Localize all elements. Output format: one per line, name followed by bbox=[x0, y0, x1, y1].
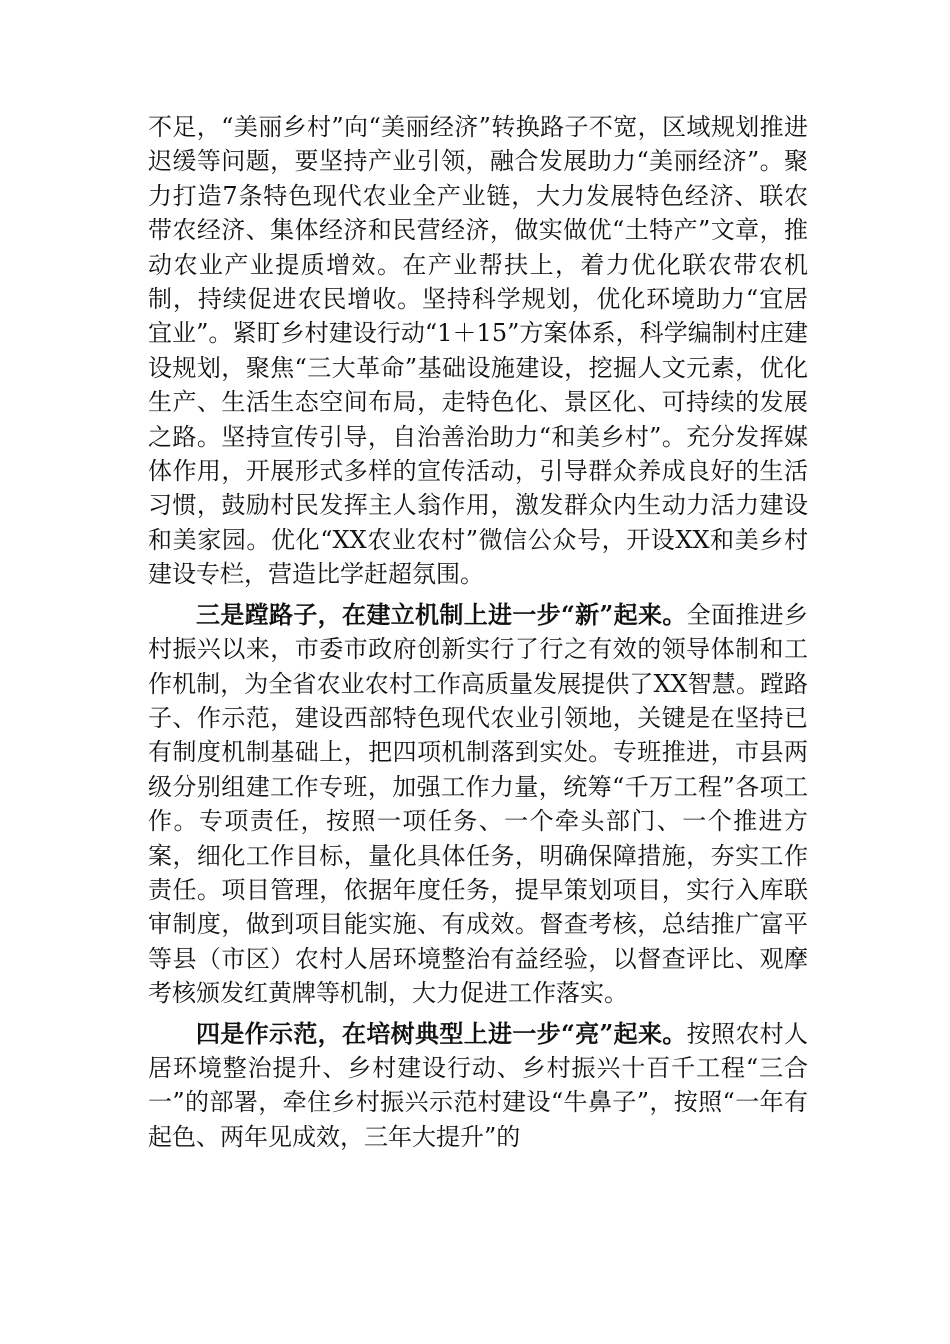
paragraph-body: 不足，“美丽乡村”向“美丽经济”转换路子不宽，区域规划推进迟缓等问题，要坚持产业引领，融合发展助力“美丽经济”。聚力打造7条特色现代农业全产业链，大力发展特色经济、联农带农经济、集体经济和民营经济，做实做优“土特产”文章，推动农业产业提质增效。在产业帮扶上，着力优化联农带农机制，持续促进农民增收。坚持科学规划，优化环境助力“宜居宜业”。紧盯乡村建设行动“1＋15”方案体系，科学编制村庄建设规划，聚焦“三大革命”基础设施建设，挖掘人文元素，优化生产、生活生态空间布局，走特色化、景区化、可持续的发展之路。坚持宣传引导，自治善治助力“和美乡村”。充分发挥媒体作用，开展形式多样的宣传活动，引导群众养成良好的生活习惯，鼓励村民发挥主人翁作用，激发群众内生动力活力建设和美家园。优化“XX农业农村”微信公众号，开设XX和美乡村建设专栏，营造比学赶超氛围。 bbox=[148, 113, 808, 589]
paragraph-body: 全面推进乡村振兴以来，市委市政府创新实行了行之有效的领导体制和工作机制，为全省农业农村工作高质量发展提供了XX智慧。蹚路子、作示范，建设西部特色现代农业引领地，关键是在坚持已有制度机制基础上，把四项机制落到实处。专班推进，市县两级分别组建工作专班，加强工作力量，统筹“千万工程”各项工作。专项责任，按照一项任务、一个牵头部门、一个推进方案，细化工作目标，量化具体任务，明确保障措施，夯实工作责任。项目管理，依据年度任务，提早策划项目，实行入库联审制度，做到项目能实施、有成效。督查考核，总结推广富平等县（市区）农村人居环境整治有益经验，以督查评比、观摩考核颁发红黄牌等机制，大力促进工作落实。 bbox=[148, 600, 808, 1008]
paragraph-rural-beauty bbox=[148, 110, 808, 592]
paragraph-lead-heading: 三是蹚路子，在建立机制上进一步“新”起来。 bbox=[196, 599, 687, 629]
paragraph-mechanism bbox=[148, 598, 808, 1011]
paragraph-demonstration bbox=[148, 1017, 808, 1155]
paragraph-body: 按照农村人居环境整治提升、乡村建设行动、乡村振兴十百千工程“三合一”的部署，牵住乡村振兴示范村建设“牛鼻子”，按照“一年有起色、两年见成效，三年大提升”的 bbox=[148, 1019, 808, 1151]
paragraph-lead-heading: 四是作示范，在培树典型上进一步“亮”起来。 bbox=[196, 1018, 687, 1048]
document-page bbox=[148, 110, 808, 1154]
